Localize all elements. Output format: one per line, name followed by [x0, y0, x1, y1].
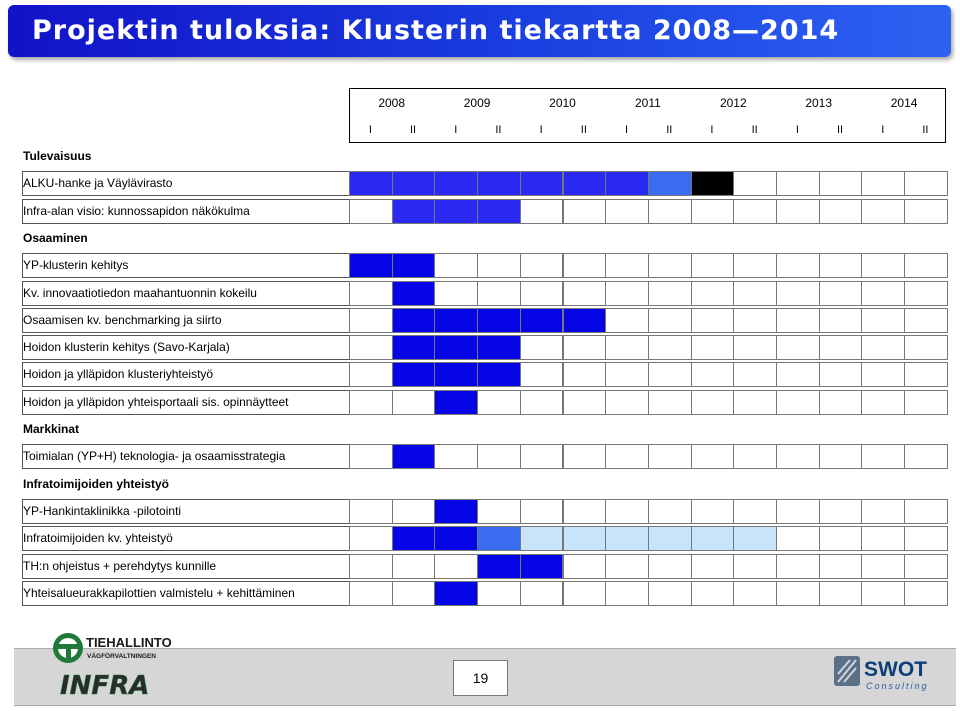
timeline-cell-filled [434, 335, 478, 360]
half-year-label: II [922, 124, 929, 136]
timeline-cell-empty [648, 554, 692, 579]
timeline-cell-filled [434, 499, 478, 524]
timeline-cell-empty [861, 444, 905, 469]
timeline-cell-empty [861, 308, 905, 333]
timeline-cell-filled [648, 171, 692, 196]
timeline-cell-empty [691, 444, 735, 469]
timeline-cell-empty [819, 390, 863, 415]
timeline-cell-empty [648, 335, 692, 360]
timeline-cell-empty [861, 362, 905, 387]
timeline-cell-filled [477, 554, 521, 579]
year-label: 2009 [463, 96, 491, 110]
timeline-cell-empty [904, 281, 948, 306]
task-label: Hoidon ja ylläpidon yhteisportaali sis. opinnäytteet [23, 394, 289, 409]
timeline-cell-filled [563, 308, 607, 333]
logo-left-top-text: TIEHALLINTO [86, 635, 172, 650]
timeline-cell-empty [691, 308, 735, 333]
timeline-cell-empty [434, 444, 478, 469]
timeline-cell-empty [861, 335, 905, 360]
half-year-label: II [836, 124, 844, 136]
timeline-cell-empty [776, 362, 820, 387]
timeline-cell-empty [648, 581, 692, 606]
timeline-cell-filled [605, 171, 649, 196]
timeline-cell-filled [392, 444, 436, 469]
swot-consulting-logo [832, 652, 944, 694]
timeline-cell-filled [520, 526, 564, 551]
timeline-cell-empty [819, 253, 863, 278]
task-label: Osaamisen kv. benchmarking ja siirto [23, 312, 222, 327]
timeline-cell-empty [819, 281, 863, 306]
half-year-label: I [539, 124, 543, 136]
timeline-cell-empty [605, 444, 649, 469]
timeline-cell-empty [861, 554, 905, 579]
task-label: ALKU-hanke ja Väylävirasto [23, 176, 173, 191]
timeline-cell-filled [691, 526, 735, 551]
timeline-cell-empty [904, 526, 948, 551]
timeline-cell-empty [605, 335, 649, 360]
timeline-cell-empty [861, 499, 905, 524]
timeline-cell-empty [605, 499, 649, 524]
timeline-cell-empty [733, 253, 777, 278]
timeline-cell-empty [605, 308, 649, 333]
timeline-cell-empty [733, 171, 777, 196]
timeline-cell-empty [477, 281, 521, 306]
timeline-cell-empty [520, 390, 564, 415]
timeline-cell-empty [520, 444, 564, 469]
timeline-cell-empty [733, 554, 777, 579]
timeline-cell-empty [733, 390, 777, 415]
timeline-cell-empty [648, 281, 692, 306]
timeline-cell-empty [861, 390, 905, 415]
timeline-cell-filled [392, 281, 436, 306]
timeline-cell-empty [349, 308, 393, 333]
timeline-cell-empty [776, 390, 820, 415]
timeline-cell-empty [349, 499, 393, 524]
half-year-label: II [495, 124, 502, 136]
timeline-cell-empty [605, 199, 649, 224]
timeline-cell-empty [392, 499, 436, 524]
logo-left-bottom-text: INFRA [60, 671, 150, 701]
timeline-cell-empty [605, 362, 649, 387]
year-label: 2011 [634, 96, 661, 110]
half-year-label: II [751, 124, 758, 136]
timeline-cell-empty [691, 581, 735, 606]
timeline-cell-empty [904, 171, 948, 196]
timeline-cell-empty [477, 581, 521, 606]
timeline-cell-empty [691, 335, 735, 360]
timeline-cell-empty [648, 199, 692, 224]
timeline-cell-empty [349, 335, 393, 360]
title-banner [8, 5, 951, 57]
timeline-cell-filled [605, 526, 649, 551]
timeline-cell-empty [520, 581, 564, 606]
timeline-cell-empty [819, 554, 863, 579]
timeline-cell-empty [776, 253, 820, 278]
timeline-cell-empty [691, 362, 735, 387]
timeline-cell-empty [819, 444, 863, 469]
timeline-cell-empty [776, 171, 820, 196]
timeline-cell-empty [605, 281, 649, 306]
half-year-label: I [368, 124, 372, 136]
task-label: Toimialan (YP+H) teknologia- ja osaamisstrategia [23, 449, 286, 464]
timeline-cell-filled [563, 171, 607, 196]
timeline-cell-empty [477, 390, 521, 415]
timeline-cell-empty [691, 253, 735, 278]
timeline-cell-empty [861, 581, 905, 606]
timeline-cell-empty [904, 308, 948, 333]
timeline-cell-empty [819, 171, 863, 196]
timeline-cell-empty [349, 362, 393, 387]
timeline-cell-empty [904, 362, 948, 387]
task-label: Hoidon klusterin kehitys (Savo-Karjala) [23, 340, 230, 355]
timeline-cell-filled [520, 554, 564, 579]
timeline-cell-filled [733, 526, 777, 551]
timeline-cell-filled [392, 526, 436, 551]
timeline-cell-empty [861, 281, 905, 306]
timeline-cell-empty [563, 362, 607, 387]
timeline-cell-empty [776, 308, 820, 333]
timeline-cell-empty [733, 281, 777, 306]
timeline-cell-empty [776, 281, 820, 306]
timeline-cell-empty [520, 253, 564, 278]
timeline-cell-filled [434, 308, 478, 333]
timeline-cell-empty [819, 362, 863, 387]
page-title: Projektin tuloksia: Klusterin tiekartta 2008—2014 [32, 15, 840, 46]
timeline-cell-empty [733, 581, 777, 606]
timeline-cell-empty [819, 199, 863, 224]
task-label: Yhteisalueurakkapilottien valmistelu + kehittäminen [23, 585, 295, 600]
timeline-cell-empty [904, 554, 948, 579]
timeline-cell-empty [776, 499, 820, 524]
year-label: 2012 [719, 96, 747, 110]
timeline-cell-filled [392, 362, 436, 387]
timeline-cell-empty [520, 362, 564, 387]
timeline-cell-empty [861, 171, 905, 196]
task-label: Infratoimijoiden kv. yhteistyö [23, 531, 173, 546]
timeline-cell-empty [691, 199, 735, 224]
logo-left-sub-text: VÄGFÖRVALTNINGEN [87, 653, 156, 660]
timeline-cell-filled [520, 171, 564, 196]
timeline-cell-empty [733, 335, 777, 360]
timeline-cell-empty [648, 499, 692, 524]
timeline-cell-empty [904, 199, 948, 224]
timeline-cell-empty [819, 308, 863, 333]
timeline-cell-filled [434, 581, 478, 606]
half-year-label: II [580, 124, 587, 136]
section-heading: Tulevaisuus [23, 149, 92, 163]
timeline-cell-empty [563, 390, 607, 415]
year-label: 2010 [549, 96, 576, 110]
tiehallinto-infra-logo [42, 626, 192, 702]
timeline-cell-empty [392, 581, 436, 606]
timeline-cell-empty [691, 390, 735, 415]
timeline-cell-empty [520, 335, 564, 360]
half-year-label: I [710, 124, 714, 136]
section-heading: Osaaminen [23, 230, 88, 245]
task-label: Infra-alan visio: kunnossapidon näkökulma [23, 203, 250, 218]
timeline-cell-empty [349, 526, 393, 551]
timeline-cell-filled [648, 526, 692, 551]
timeline-cell-empty [648, 308, 692, 333]
timeline-cell-empty [563, 554, 607, 579]
timeline-cell-empty [349, 390, 393, 415]
timeline-cell-empty [691, 554, 735, 579]
timeline-cell-empty [520, 499, 564, 524]
task-label: Kv. innovaatiotiedon maahantuonnin kokeilu [23, 285, 257, 300]
timeline-cell-empty [776, 335, 820, 360]
timeline-cell-empty [691, 499, 735, 524]
timeline-cell-empty [349, 281, 393, 306]
timeline-cell-empty [861, 526, 905, 551]
logo-right-text: SWOT [864, 658, 927, 681]
timeline-cell-empty [349, 554, 393, 579]
timeline-cell-empty [520, 281, 564, 306]
page-number: 19 [453, 660, 508, 696]
timeline-cell-empty [861, 253, 905, 278]
timeline-cell-empty [904, 253, 948, 278]
timeline-cell-empty [648, 362, 692, 387]
timeline-cell-empty [477, 499, 521, 524]
timeline-cell-empty [605, 554, 649, 579]
timeline-cell-empty [861, 199, 905, 224]
timeline-cell-filled [477, 171, 521, 196]
timeline-cell-empty [648, 444, 692, 469]
task-label: YP-klusterin kehitys [23, 258, 129, 273]
timeline-cell-empty [349, 444, 393, 469]
timeline-cell-empty [563, 335, 607, 360]
task-label: TH:n ohjeistus + perehdytys kunnille [23, 558, 217, 573]
year-label: 2014 [890, 96, 918, 110]
timeline-cell-empty [904, 444, 948, 469]
timeline-cell-filled [477, 199, 521, 224]
timeline-cell-empty [648, 390, 692, 415]
half-year-label: I [795, 124, 799, 136]
timeline-cell-filled [392, 335, 436, 360]
timeline-cell-empty [691, 281, 735, 306]
timeline-cell-filled [434, 526, 478, 551]
timeline-cell-filled [477, 526, 521, 551]
timeline-cell-empty [392, 390, 436, 415]
timeline-cell-empty [349, 199, 393, 224]
year-label: 2013 [805, 96, 833, 110]
timeline-cell-empty [563, 581, 607, 606]
section-heading: Infratoimijoiden yhteistyö [23, 476, 170, 491]
timeline-cell-empty [776, 444, 820, 469]
half-year-label: II [409, 124, 417, 136]
timeline-cell-filled [434, 171, 478, 196]
timeline-cell-filled [477, 308, 521, 333]
timeline-cell-empty [733, 444, 777, 469]
timeline-cell-empty [434, 281, 478, 306]
year-label: 2008 [378, 96, 406, 110]
timeline-cell-empty [648, 253, 692, 278]
timeline-cell-empty [733, 308, 777, 333]
timeline-cell-filled [349, 171, 393, 196]
timeline-cell-filled [477, 362, 521, 387]
timeline-cell-empty [563, 444, 607, 469]
timeline-cell-empty [819, 526, 863, 551]
timeline-cell-empty [477, 253, 521, 278]
timeline-cell-empty [733, 362, 777, 387]
timeline-cell-empty [520, 199, 564, 224]
timeline-cell-filled [691, 171, 735, 196]
timeline-cell-filled [434, 362, 478, 387]
timeline-cell-empty [819, 499, 863, 524]
timeline-cell-empty [819, 581, 863, 606]
half-year-label: I [625, 124, 629, 136]
timeline-cell-empty [904, 581, 948, 606]
timeline-cell-empty [904, 335, 948, 360]
timeline-cell-empty [349, 581, 393, 606]
timeline-cell-filled [434, 199, 478, 224]
task-label: YP-Hankintaklinikka -pilotointi [23, 503, 182, 518]
timeline-cell-empty [392, 554, 436, 579]
timeline-cell-empty [563, 253, 607, 278]
section-heading: Markkinat [23, 422, 80, 436]
timeline-cell-empty [904, 390, 948, 415]
timeline-cell-filled [392, 199, 436, 224]
timeline-cell-empty [776, 554, 820, 579]
timeline-cell-filled [520, 308, 564, 333]
timeline-cell-empty [563, 281, 607, 306]
timeline-cell-empty [819, 335, 863, 360]
task-label: Hoidon ja ylläpidon klusteriyhteistyö [23, 367, 214, 382]
timeline-cell-empty [733, 499, 777, 524]
half-year-label: I [454, 124, 458, 136]
timeline-cell-empty [776, 581, 820, 606]
timeline-cell-empty [563, 499, 607, 524]
timeline-cell-filled [563, 526, 607, 551]
half-year-label: I [881, 124, 885, 136]
timeline-cell-empty [434, 253, 478, 278]
logo-right-sub-text: Consulting [866, 681, 929, 691]
timeline-cell-empty [733, 199, 777, 224]
timeline-cell-empty [605, 581, 649, 606]
half-year-label: II [666, 124, 673, 136]
timeline-cell-empty [434, 554, 478, 579]
timeline-cell-empty [477, 444, 521, 469]
timeline-cell-filled [349, 253, 393, 278]
timeline-cell-filled [392, 308, 436, 333]
timeline-cell-filled [392, 253, 436, 278]
timeline-cell-empty [605, 253, 649, 278]
timeline-cell-empty [904, 499, 948, 524]
timeline-cell-empty [776, 199, 820, 224]
timeline-cell-filled [392, 171, 436, 196]
timeline-cell-empty [605, 390, 649, 415]
timeline-cell-empty [776, 526, 820, 551]
timeline-cell-filled [434, 390, 478, 415]
timeline-cell-filled [477, 335, 521, 360]
timeline-cell-empty [563, 199, 607, 224]
